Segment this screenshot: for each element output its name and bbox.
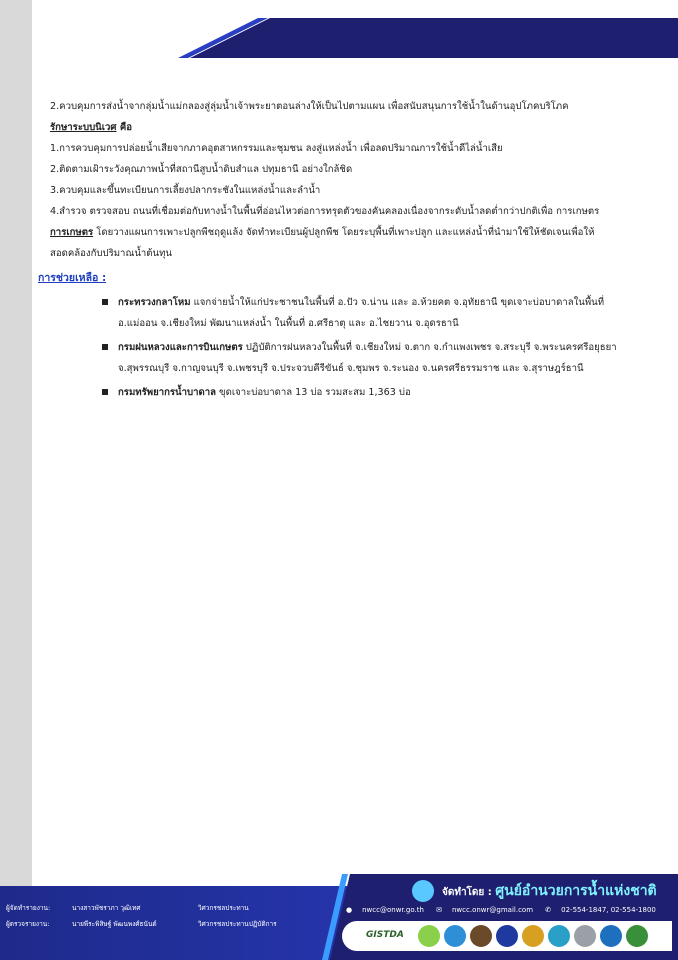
reviewer-label: ผู้ตรวจรายงาน: <box>6 920 50 928</box>
reviewer-name: นายพีระพิสิษฐ์ พัฒนพงศ์ธนันต์ <box>72 920 157 928</box>
report-body <box>38 96 640 403</box>
organizer <box>442 880 657 902</box>
mail-icon: ✉ <box>436 906 442 914</box>
assistance-item <box>50 292 640 334</box>
assistance-text: ปฏิบัติการฝนหลวงในพื้นที่ จ.เชียงใหม่ จ.ตาก จ.กำแพงเพชร จ.สระบุรี จ.พระนครศรีอยุธยา <box>242 342 617 353</box>
water-drop-icon <box>412 880 434 902</box>
department-logo-icon <box>574 925 596 947</box>
reviewer-role: วิศวกรชลประทานปฏิบัติการ <box>198 920 277 928</box>
ecosystem-heading <box>50 117 640 138</box>
phone-icon: ✆ <box>545 906 552 914</box>
bullet-square-icon <box>102 344 108 350</box>
preparer-label: ผู้จัดทำรายงาน: <box>6 904 51 912</box>
assistance-text: แจกจ่ายน้ำให้แก่ประชาชนในพื้นที่ อ.ปัว จ.น่าน และ อ.ห้วยคต จ.อุทัยธานี ขุดเจาะบ่อบาดาลในพื้นที่ <box>190 297 605 308</box>
agriculture-text: โดยวางแผนการเพาะปลูกพืชฤดูแล้ง จัดทำทะเบียนผู้ปลูกพืช โดยระบุพื้นที่เพาะปลูก และแหล่งน้ำที่นำมาใช้ให้ชัดเจนเพื่อให้ <box>93 227 595 238</box>
preparer-name: นางสาวพัชราภา วุฒิเทศ <box>72 904 141 912</box>
agriculture-label: การเกษตร <box>50 227 94 238</box>
paragraph-water-quality: 2.ติดตามเฝ้าระวังคุณภาพน้ำที่สถานีสูบน้ำดิบสำแล ปทุมธานี อย่างใกล้ชิด <box>50 164 353 175</box>
paragraph-water-supply: สอดคล้องกับปริมาณน้ำต้นทุน <box>50 248 172 259</box>
ecosystem-label: รักษาระบบนิเวศ <box>50 122 117 133</box>
paragraph-fish-cages: 3.ควบคุมและขึ้นทะเบียนการเลี้ยงปลากระชังในแหล่งน้ำและลำน้ำ <box>50 185 321 196</box>
assistance-text: ขุดเจาะบ่อบาดาล 13 บ่อ รวมสะสม 1,363 บ่อ <box>215 387 411 398</box>
agency-name: กรมทรัพยากรน้ำบาดาล <box>118 387 216 398</box>
organizer-prefix: จัดทำโดย : <box>442 887 492 898</box>
assistance-text-cont: อ.แม่ออน จ.เชียงใหม่ พัฒนาแหล่งน้ำ ในพื้นที่ อ.ศรีธาตุ และ อ.ไชยวาน จ.อุดรธานี <box>118 318 459 329</box>
bullet-square-icon <box>102 299 108 305</box>
department-logo-icon <box>600 925 622 947</box>
assistance-text-cont: จ.สุพรรณบุรี จ.กาญจนบุรี จ.เพชรบุรี จ.ประจวบคีรีขันธ์ จ.ชุมพร จ.ระนอง จ.นครศรีธรรมราช และ จ.สุราษฎร์ธานี <box>118 363 584 374</box>
email-secondary[interactable]: nwcc.onwr@gmail.com <box>452 906 534 914</box>
header-banner <box>0 0 678 58</box>
department-logo-icon <box>470 925 492 947</box>
department-logo-icon <box>626 925 648 947</box>
assistance-item <box>50 337 640 379</box>
assistance-item <box>50 382 640 403</box>
email-primary[interactable]: nwcc@onwr.go.th <box>362 906 424 914</box>
agriculture-paragraph <box>50 222 640 243</box>
paragraph-water-diversion: 2.ควบคุมการส่งน้ำจากลุ่มน้ำแม่กลองสู่ลุ่มน้ำเจ้าพระยาตอนล่างให้เป็นไปตามแผน เพื่อสนับสนุนการใช้น้ำในด้านอุปโภคบริโภค <box>50 101 569 112</box>
phone-numbers: 02-554-1847, 02-554-1800 <box>561 906 656 914</box>
web-icon: ● <box>346 906 353 914</box>
contact-info <box>346 906 666 914</box>
preparer-role: วิศวกรชลประทาน <box>198 904 249 912</box>
paragraph-wastewater: 1.การควบคุมการปล่อยน้ำเสียจากภาคอุตสาหกรรมและชุมชน ลงสู่แหล่งน้ำ เพื่อลดปริมาณการใช้น้ำดีไล่น้ำเสีย <box>50 143 503 154</box>
bullet-square-icon <box>102 389 108 395</box>
department-logo-icon <box>548 925 570 947</box>
agency-name: กระทรวงกลาโหม <box>118 297 191 308</box>
partner-logos <box>342 921 672 951</box>
assistance-heading: การช่วยเหลือ : <box>38 272 107 284</box>
department-logo-icon <box>496 925 518 947</box>
department-logo-icon <box>444 925 466 947</box>
gistda-logo: GISTDA <box>366 930 404 940</box>
department-logo-icon <box>522 925 544 947</box>
paragraph-road-survey: 4.สำรวจ ตรวจสอบ ถนนที่เชื่อมต่อกับทางน้ำในพื้นที่อ่อนไหวต่อการทรุดตัวของคันคลองเนื่องจากระดับน้ำลดต่ำกว่าปกติเพื่อ การเกษตร <box>50 206 600 217</box>
agency-name: กรมฝนหลวงและการบินเกษตร <box>118 342 243 353</box>
leaf-logo-icon <box>418 925 440 947</box>
organizer-name: ศูนย์อำนวยการน้ำแห่งชาติ <box>495 883 657 899</box>
ecosystem-tail: คือ <box>116 122 133 133</box>
